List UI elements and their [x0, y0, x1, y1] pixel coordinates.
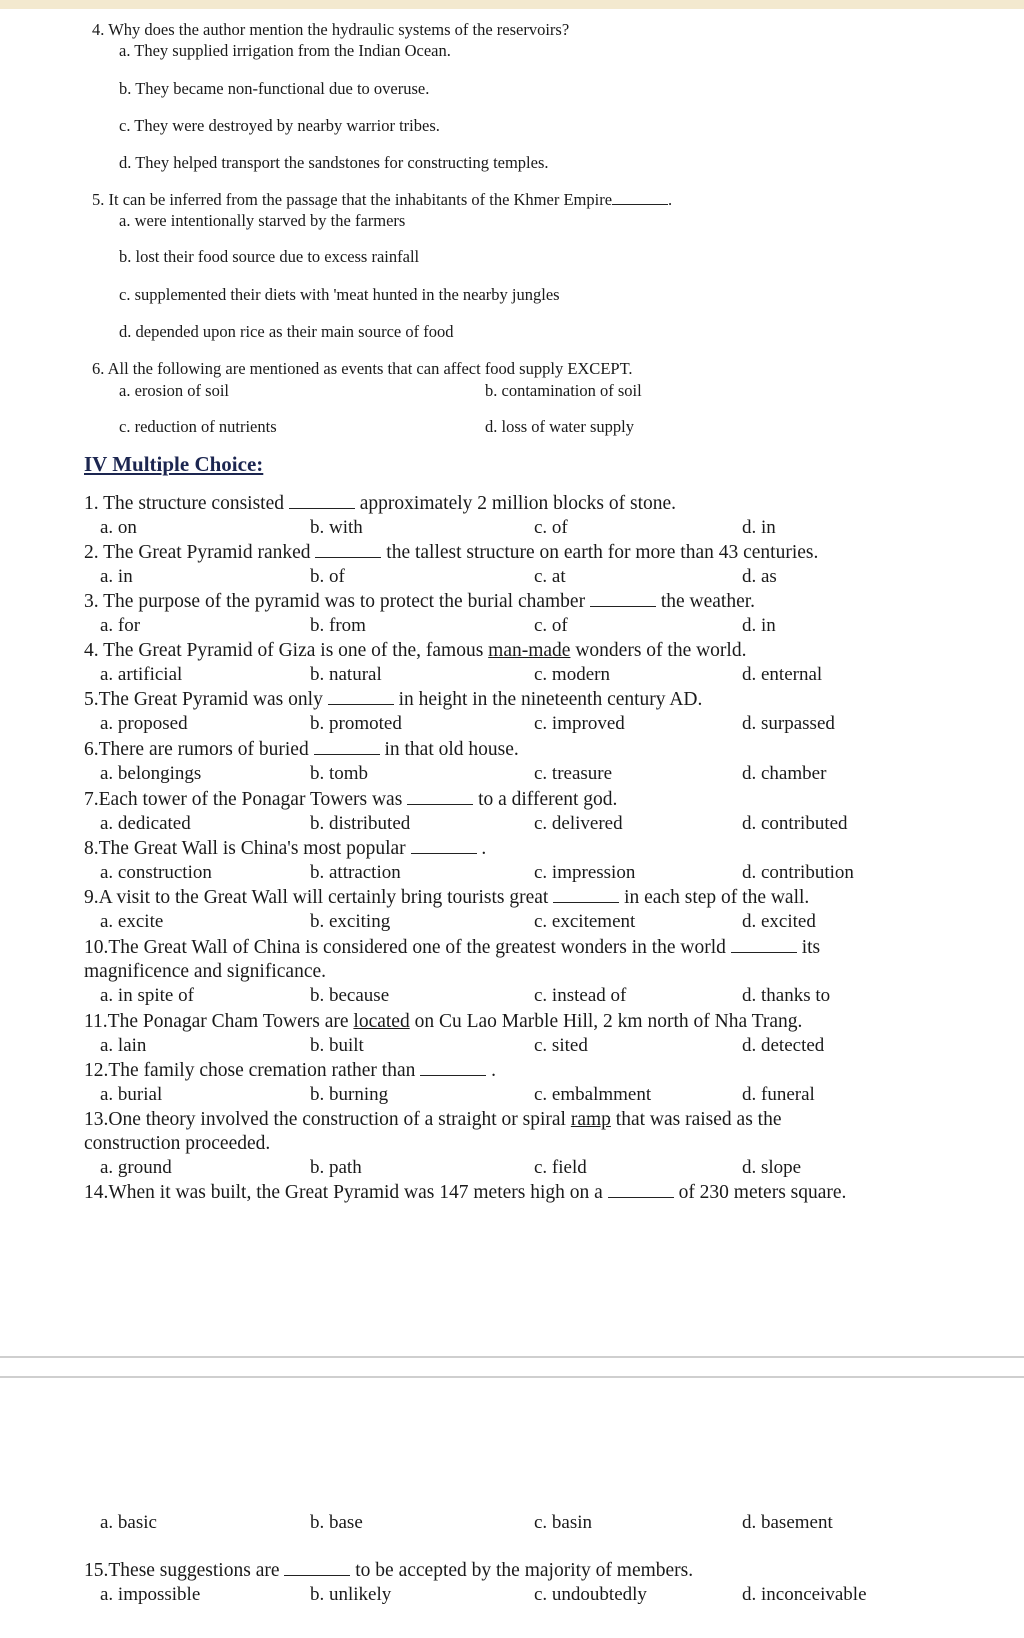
mc-question-13-stem — [84, 1109, 782, 1131]
q4-stem: 4. Why does the author mention the hydraulic systems of the reservoirs? — [92, 20, 570, 39]
mc-question-6-option-c: c. treasure — [534, 763, 613, 784]
stem-text-after: in that old house. — [384, 739, 519, 760]
mc-question-13-option-d: d. slope — [742, 1157, 802, 1178]
mc-question-10-stem — [84, 937, 820, 959]
q6-option-b: b. contamination of soil — [485, 381, 642, 400]
mc-question-12-option-a: a. burial — [100, 1084, 163, 1105]
stem-text-after: that was raised as the — [615, 1109, 782, 1130]
mc-question-12-option-d: d. funeral — [742, 1084, 815, 1105]
q4-option-b: b. They became non-functional due to overuse. — [119, 79, 430, 98]
section-heading: IV Multiple Choice: — [84, 452, 264, 476]
answer-blank — [289, 507, 355, 509]
mc-question-9-option-a: a. excite — [100, 911, 164, 932]
q15-stem — [84, 1560, 693, 1582]
page-divider — [0, 1356, 1024, 1358]
page-divider — [0, 1376, 1024, 1378]
mc-question-7-option-a: a. dedicated — [100, 813, 191, 834]
mc-question-4-stem — [84, 640, 746, 662]
stem-text-after: in height in the nineteenth century AD. — [398, 689, 703, 710]
mc-question-13-option-b: b. path — [310, 1157, 362, 1178]
mc-question-4-option-a: a. artificial — [100, 664, 183, 685]
stem-text-after: approximately 2 million blocks of stone. — [359, 493, 677, 514]
mc-question-1-option-c: c. of — [534, 517, 568, 538]
q5-stem-tail: . — [668, 190, 673, 209]
q6-option-d: d. loss of water supply — [485, 417, 634, 436]
mc-question-1-option-b: b. with — [310, 517, 363, 538]
mc-question-3-option-a: a. for — [100, 615, 141, 636]
mc-question-1-option-d: d. in — [742, 517, 776, 538]
mc-question-8-stem — [84, 838, 486, 860]
mc-question-2-option-b: b. of — [310, 566, 345, 587]
underlined-word: man-made — [488, 640, 571, 661]
q15-stem-post: to be accepted by the majority of members. — [355, 1560, 694, 1581]
q14-option-b: b. base — [310, 1512, 363, 1533]
mc-question-3-stem — [84, 591, 755, 613]
q15-stem-pre: 15.These suggestions are — [84, 1560, 280, 1581]
q5-option-c: c. supplemented their diets with 'meat hunted in the nearby jungles — [119, 285, 560, 304]
mc-question-2-option-a: a. in — [100, 566, 133, 587]
stem-text: 7.Each tower of the Ponagar Towers was — [84, 789, 403, 810]
q4-option-c: c. They were destroyed by nearby warrior tribes. — [119, 116, 440, 135]
mc-question-8-option-d: d. contribution — [742, 862, 854, 883]
mc-question-7-option-b: b. distributed — [310, 813, 411, 834]
q15-option-a: a. impossible — [100, 1584, 201, 1605]
answer-blank — [612, 203, 668, 205]
mc-question-2-stem — [84, 542, 818, 564]
stem-text: 5.The Great Pyramid was only — [84, 689, 323, 710]
q6-option-a: a. erosion of soil — [119, 381, 229, 400]
q5-stem-text: 5. It can be inferred from the passage that the inhabitants of the Khmer Empire — [92, 190, 613, 209]
mc-question-7-option-d: d. contributed — [742, 813, 848, 834]
mc-question-6-option-a: a. belongings — [100, 763, 202, 784]
mc-question-9-option-c: c. excitement — [534, 911, 636, 932]
q14-option-d: d. basement — [742, 1512, 833, 1533]
answer-blank — [328, 703, 394, 705]
mc-question-8-option-b: b. attraction — [310, 862, 401, 883]
answer-blank — [411, 852, 477, 854]
mc-question-3-option-c: c. of — [534, 615, 568, 636]
q5-option-b: b. lost their food source due to excess rainfall — [119, 247, 420, 266]
mc-question-2-option-c: c. at — [534, 566, 566, 587]
q14-option-c: c. basin — [534, 1512, 593, 1533]
mc-question-13-stem-line2: construction proceeded. — [84, 1133, 271, 1154]
mc-question-13-option-a: a. ground — [100, 1157, 172, 1178]
stem-text-after: wonders of the world. — [575, 640, 747, 661]
mc-question-8-option-a: a. construction — [100, 862, 212, 883]
mc-question-3-option-d: d. in — [742, 615, 776, 636]
q14-option-a: a. basic — [100, 1512, 157, 1533]
stem-text-after: . — [491, 1060, 496, 1081]
mc-question-5-option-b: b. promoted — [310, 713, 402, 734]
mc-question-11-option-a: a. lain — [100, 1035, 147, 1056]
mc-question-10-option-a: a. in spite of — [100, 985, 194, 1006]
mc-question-4-option-d: d. enternal — [742, 664, 823, 685]
underlined-word: ramp — [570, 1109, 611, 1130]
mc-question-5-option-a: a. proposed — [100, 713, 188, 734]
mc-question-12-option-b: b. burning — [310, 1084, 389, 1105]
stem-text: 9.A visit to the Great Wall will certainly bring tourists great — [84, 887, 549, 908]
q6-option-c: c. reduction of nutrients — [119, 417, 277, 436]
stem-text-after: . — [481, 838, 487, 859]
mc-question-10-option-c: c. instead of — [534, 985, 627, 1006]
stem-text: 14.When it was built, the Great Pyramid was 147 meters high on a — [84, 1182, 603, 1203]
stem-text: 11.The Ponagar Cham Towers are — [84, 1011, 349, 1032]
stem-text-after: the weather. — [660, 591, 756, 612]
q4-option-d: d. They helped transport the sandstones for constructing temples. — [119, 153, 549, 172]
answer-blank — [284, 1574, 350, 1576]
answer-blank — [590, 605, 656, 607]
answer-blank — [314, 753, 380, 755]
answer-blank — [315, 556, 381, 558]
q5-stem — [92, 190, 672, 210]
stem-text-after: of 230 meters square. — [678, 1182, 847, 1203]
stem-text-after: on Cu Lao Marble Hill, 2 km north of Nha Trang. — [414, 1011, 803, 1032]
mc-question-10-stem-line2: magnificence and significance. — [84, 961, 327, 982]
mc-question-10-option-d: d. thanks to — [742, 985, 831, 1006]
underlined-word: located — [353, 1011, 410, 1032]
mc-question-12-option-c: c. embalmment — [534, 1084, 652, 1105]
mc-question-11-option-c: c. sited — [534, 1035, 588, 1056]
q15-option-b: b. unlikely — [310, 1584, 392, 1605]
q5-option-a: a. were intentionally starved by the farmers — [119, 211, 406, 230]
stem-text: 8.The Great Wall is China's most popular — [84, 838, 406, 859]
mc-question-9-stem — [84, 887, 809, 909]
mc-question-10-option-b: b. because — [310, 985, 390, 1006]
stem-text: 12.The family chose cremation rather than — [84, 1060, 416, 1081]
answer-blank — [731, 951, 797, 953]
mc-question-1-stem — [84, 493, 676, 515]
mc-question-6-option-d: d. chamber — [742, 763, 827, 784]
answer-blank — [420, 1074, 486, 1076]
q15-option-c: c. undoubtedly — [534, 1584, 647, 1605]
mc-question-8-option-c: c. impression — [534, 862, 636, 883]
mc-question-7-option-c: c. delivered — [534, 813, 623, 834]
mc-question-5-option-d: d. surpassed — [742, 713, 835, 734]
mc-question-9-option-b: b. exciting — [310, 911, 391, 932]
mc-question-1-option-a: a. on — [100, 517, 137, 538]
stem-text: 13.One theory involved the construction of a straight or spiral — [84, 1109, 566, 1130]
mc-question-11-stem — [84, 1011, 802, 1033]
stem-text: 4. The Great Pyramid of Giza is one of the, famous — [84, 640, 484, 661]
mc-question-9-option-d: d. excited — [742, 911, 816, 932]
mc-question-14-stem — [84, 1182, 846, 1204]
answer-blank — [553, 901, 619, 903]
stem-text-after: its — [801, 937, 821, 958]
answer-blank — [407, 803, 473, 805]
stem-text: 3. The purpose of the pyramid was to protect the burial chamber — [84, 591, 586, 612]
mc-question-2-option-d: d. as — [742, 566, 777, 587]
q15-option-d: d. inconceivable — [742, 1584, 867, 1605]
mc-question-4-option-b: b. natural — [310, 664, 382, 685]
stem-text-after: the tallest structure on earth for more than 43 centuries. — [386, 542, 819, 563]
mc-question-3-option-b: b. from — [310, 615, 366, 636]
stem-text-after: to a different god. — [478, 789, 618, 810]
mc-question-7-stem — [84, 789, 617, 811]
q4-option-a: a. They supplied irrigation from the Indian Ocean. — [119, 41, 451, 60]
q6-stem: 6. All the following are mentioned as events that can affect food supply EXCEPT. — [92, 359, 633, 378]
mc-question-5-stem — [84, 689, 702, 711]
mc-question-6-option-b: b. tomb — [310, 763, 369, 784]
stem-text: 1. The structure consisted — [84, 493, 285, 514]
mc-question-11-option-d: d. detected — [742, 1035, 825, 1056]
mc-question-5-option-c: c. improved — [534, 713, 625, 734]
mc-question-6-stem — [84, 739, 519, 761]
mc-question-13-option-c: c. field — [534, 1157, 587, 1178]
answer-blank — [608, 1196, 674, 1198]
mc-question-12-stem — [84, 1060, 496, 1082]
stem-text-after: in each step of the wall. — [624, 887, 810, 908]
stem-text: 6.There are rumors of buried — [84, 739, 309, 760]
q5-option-d: d. depended upon rice as their main source of food — [119, 322, 454, 341]
stem-text: 2. The Great Pyramid ranked — [84, 542, 311, 563]
top-bar — [0, 0, 1024, 9]
mc-question-11-option-b: b. built — [310, 1035, 364, 1056]
stem-text: 10.The Great Wall of China is considered one of the greatest wonders in the world — [84, 937, 726, 958]
mc-question-4-option-c: c. modern — [534, 664, 610, 685]
